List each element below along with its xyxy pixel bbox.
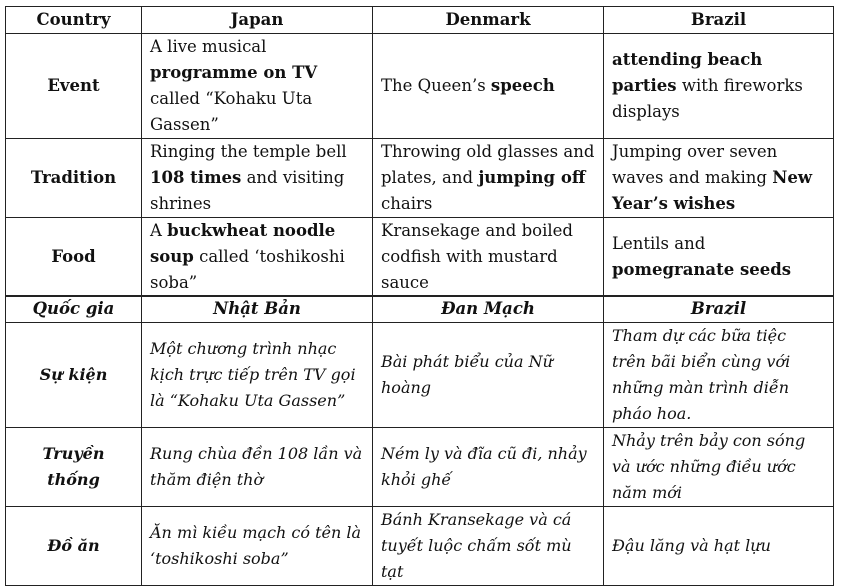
bold-text: New Year’s wishes	[612, 168, 813, 213]
text-run: with fireworks displays	[612, 76, 803, 121]
row-label-truyen-thong: Truyền thống	[6, 428, 142, 507]
cell-denmark-tradition	[373, 139, 604, 218]
table-row	[6, 34, 834, 139]
table-row	[6, 139, 834, 218]
text-run: Lentils and	[612, 234, 706, 253]
cell-japan-tradition	[142, 139, 373, 218]
cell-dan-mach-su-kien: Bài phát biểu của Nữ hoàng	[373, 323, 604, 428]
header-nhat-ban: Nhật Bản	[142, 296, 373, 323]
cell-denmark-food	[373, 218, 604, 297]
cell-dan-mach-do-an: Bánh Kransekage và cá tuyết luộc chấm sốt mù tạt	[373, 507, 604, 586]
cell-brazil-su-kien: Tham dự các bữa tiệc trên bãi biển cùng với những màn trình diễn pháo hoa.	[604, 323, 834, 428]
cell-denmark-event	[373, 34, 604, 139]
cell-brazil-do-an: Đậu lăng và hạt lựu	[604, 507, 834, 586]
bold-text: 108 times	[150, 168, 242, 187]
vietnamese-table	[5, 295, 834, 586]
table-row	[6, 507, 834, 586]
cell-dan-mach-truyen-thong: Ném ly và đĩa cũ đi, nhảy khỏi ghế	[373, 428, 604, 507]
header-row	[6, 7, 834, 34]
text-run: Kransekage and boiled codfish with mustard sauce	[381, 221, 573, 292]
bold-text: speech	[490, 76, 555, 95]
bold-text: buckwheat noodle soup	[150, 221, 336, 266]
header-country: Country	[6, 7, 142, 34]
header-brazil-vi: Brazil	[604, 296, 834, 323]
table-row	[6, 323, 834, 428]
table-row	[6, 428, 834, 507]
text-run: called ‘toshikoshi soba”	[150, 247, 345, 292]
header-dan-mach: Đan Mạch	[373, 296, 604, 323]
header-quoc-gia: Quốc gia	[6, 296, 142, 323]
bold-text: pomegranate seeds	[612, 260, 792, 279]
header-denmark: Denmark	[373, 7, 604, 34]
text-run: The Queen’s	[381, 76, 491, 95]
text-run: and visiting shrines	[150, 168, 345, 213]
row-label-food: Food	[6, 218, 142, 297]
header-row	[6, 296, 834, 323]
header-japan: Japan	[142, 7, 373, 34]
cell-brazil-truyen-thong: Nhảy trên bảy con sóng và ước những điều ước năm mới	[604, 428, 834, 507]
text-run: A	[150, 221, 168, 240]
header-brazil: Brazil	[604, 7, 834, 34]
cell-nhat-ban-truyen-thong: Rung chùa đền 108 lần và thăm điện thờ	[142, 428, 373, 507]
bold-text: attending beach parties	[612, 50, 763, 95]
english-table	[5, 6, 834, 297]
cell-brazil-event	[604, 34, 834, 139]
cell-brazil-tradition	[604, 139, 834, 218]
cell-nhat-ban-do-an: Ăn mì kiều mạch có tên là ‘toshikoshi soba”	[142, 507, 373, 586]
cell-brazil-food	[604, 218, 834, 297]
row-label-su-kien: Sự kiện	[6, 323, 142, 428]
cell-nhat-ban-su-kien: Một chương trình nhạc kịch trực tiếp trên TV gọi là “Kohaku Uta Gassen”	[142, 323, 373, 428]
cell-japan-food	[142, 218, 373, 297]
bold-text: jumping off	[478, 168, 586, 187]
table-row	[6, 218, 834, 297]
row-label-do-an: Đồ ăn	[6, 507, 142, 586]
row-label-event: Event	[6, 34, 142, 139]
text-run: called “Kohaku Uta Gassen”	[150, 89, 313, 134]
cell-japan-event	[142, 34, 373, 139]
text-run: Jumping over seven waves and making	[612, 142, 778, 187]
text-run: A live musical	[150, 37, 267, 56]
text-run: Ringing the temple bell	[150, 142, 347, 161]
row-label-tradition: Tradition	[6, 139, 142, 218]
text-run: chairs	[381, 194, 433, 213]
text-run: Throwing old glasses and plates, and	[381, 142, 595, 187]
bold-text: programme on TV	[150, 63, 318, 82]
